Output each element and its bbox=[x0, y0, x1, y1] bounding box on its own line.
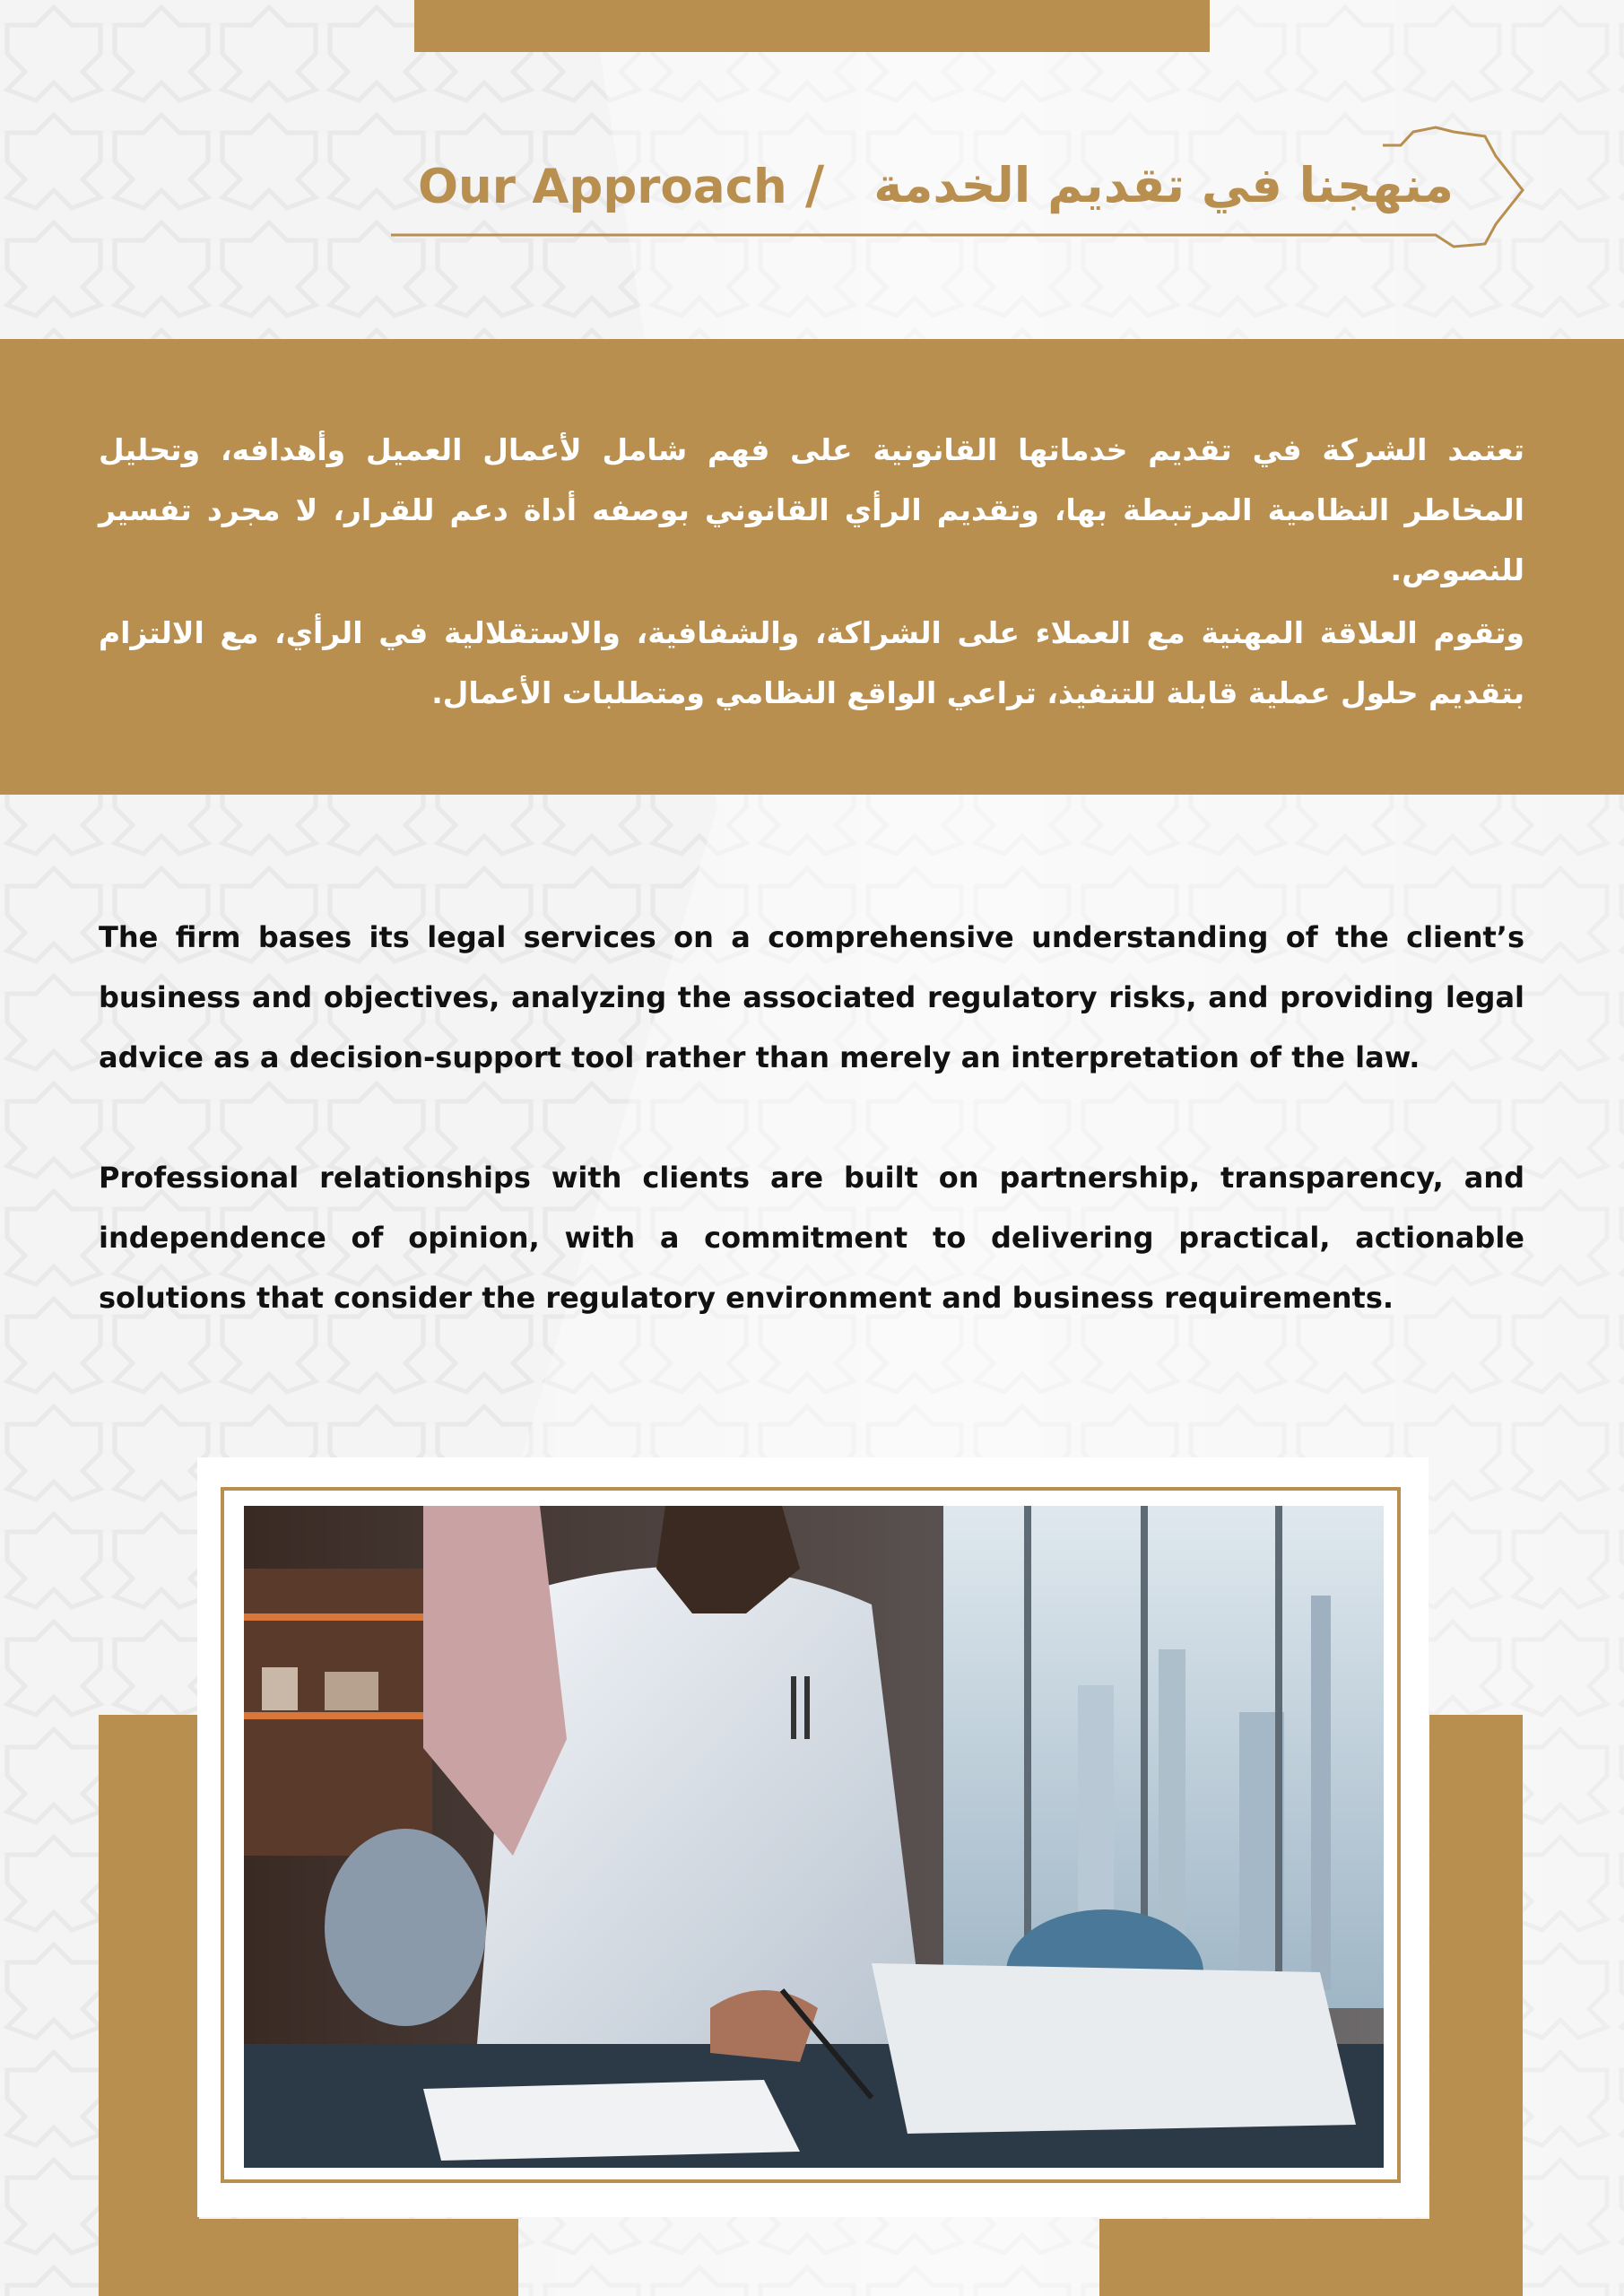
arabic-text-band bbox=[0, 339, 1624, 795]
office-professional-photo bbox=[244, 1506, 1384, 2168]
arabic-paragraph-2: وتقوم العلاقة المهنية مع العملاء على الشراكة، والشفافية، والاستقلالية في الرأي، مع الالتزام بتقديم حلول عملية قابلة للتنفيذ، تراعي الواقع النظامي ومتطلبات الأعمال. bbox=[99, 615, 1524, 710]
page-title-arabic: منهجنا في تقديم الخدمة bbox=[873, 157, 1454, 213]
top-accent-bar bbox=[414, 0, 1210, 52]
english-paragraph-1: The firm bases its legal services on a comprehensive understanding of the client’s business and objectives, analyzing the associated regulatory risks, and providing legal advice as a decision-support tool rather than merely an interpretation of the law. bbox=[99, 920, 1524, 1074]
english-paragraph-2: Professional relationships with clients are built on partnership, transparency, and independence of opinion, with a commitment to delivering practical, actionable solutions that consider the regulatory environment and business requirements. bbox=[99, 1161, 1524, 1315]
gold-bottom-block-right bbox=[1099, 2219, 1523, 2296]
gold-side-block-right bbox=[1429, 1715, 1523, 2296]
title-separator: / bbox=[805, 154, 825, 215]
page-header bbox=[391, 126, 1534, 256]
gold-side-block-left bbox=[99, 1715, 199, 2296]
gold-bottom-block-left bbox=[99, 2219, 518, 2296]
photo-card bbox=[197, 1457, 1429, 2217]
photo-illustration bbox=[244, 1506, 1384, 2168]
page-title-english: Our Approach bbox=[418, 160, 787, 214]
arabic-paragraph-1: تعتمد الشركة في تقديم خدماتها القانونية على فهم شامل لأعمال العميل وأهدافه، وتحليل المخاطر النظامية المرتبطة بها، وتقديم الرأي القانوني بوصفه أداة دعم للقرار، لا مجرد تفسير للنصوص. bbox=[99, 432, 1524, 587]
